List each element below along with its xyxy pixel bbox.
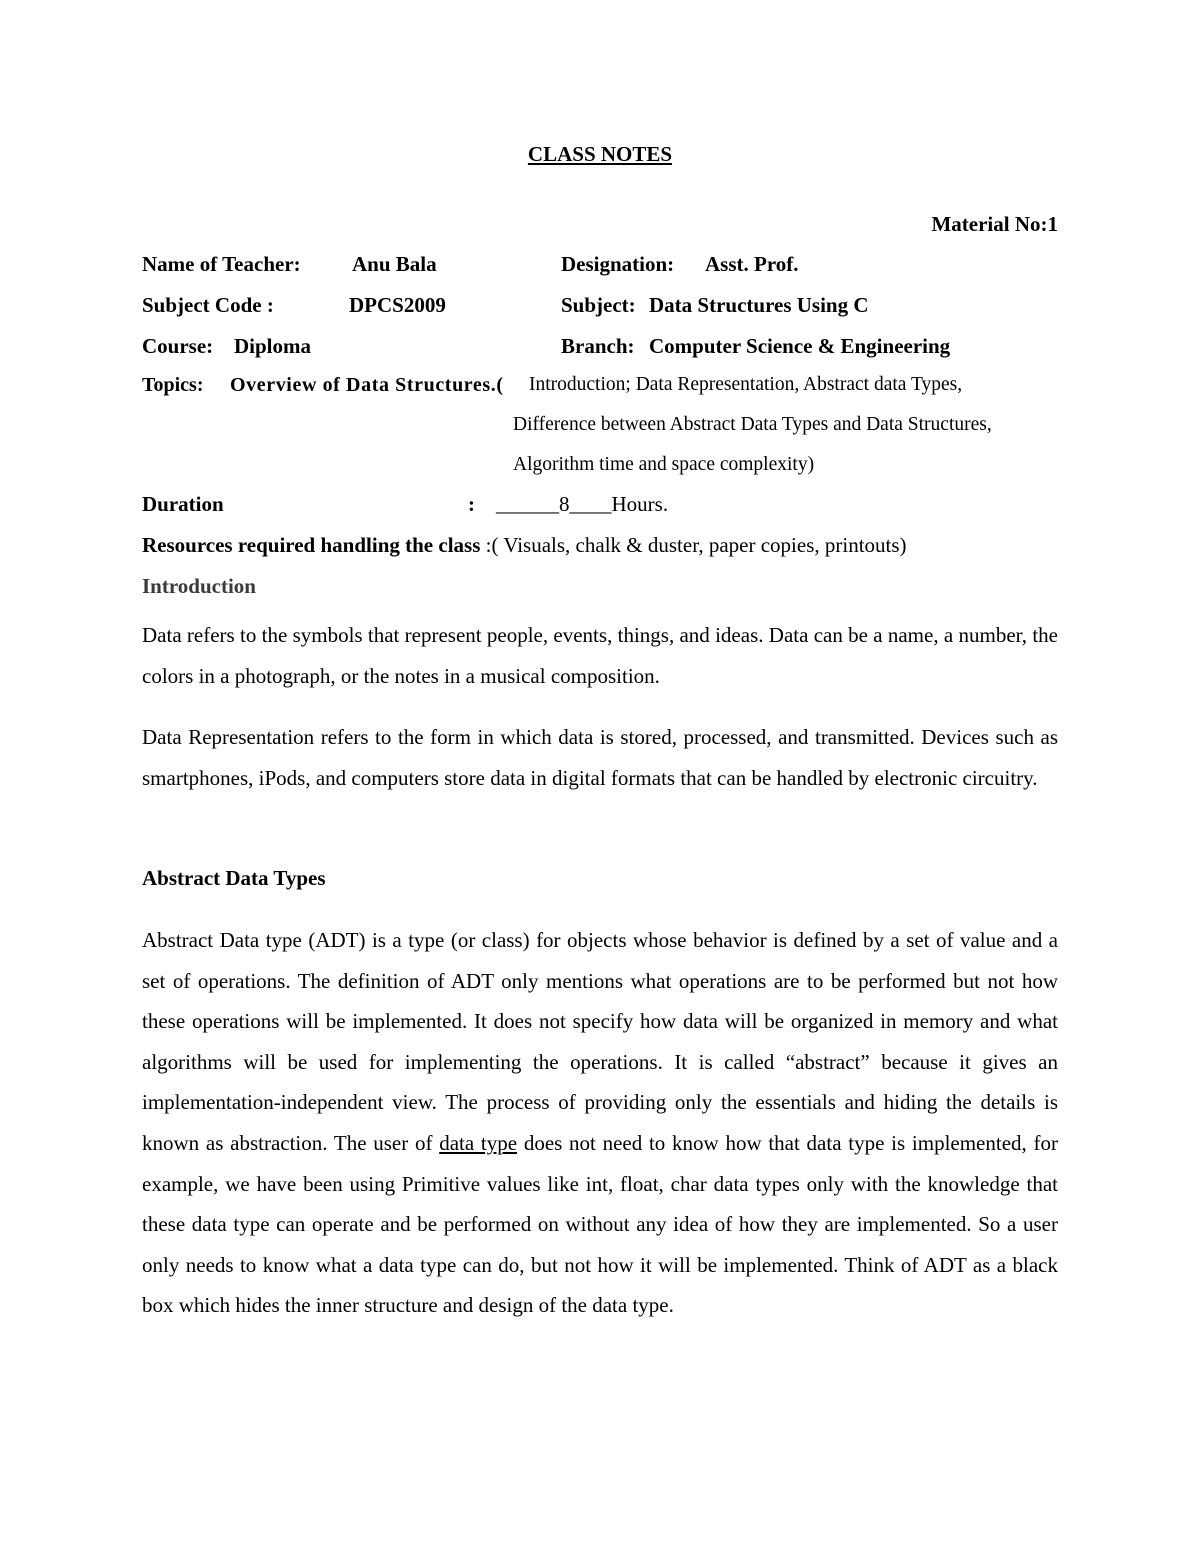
duration-colon: :: [468, 492, 475, 516]
subject-value: Data Structures Using C: [649, 293, 869, 317]
intro-paragraph-1: Data refers to the symbols that represent people, events, things, and ideas. Data can be a name, a number, the colors in a photograph, or the notes in a musical composition.: [142, 623, 1058, 688]
designation-label: Designation:: [561, 252, 675, 276]
course-label: Course:: [142, 334, 214, 358]
subject-code-label: Subject Code :: [142, 293, 274, 317]
topics-line-2: Difference between Abstract Data Types and Data Structures,: [513, 414, 992, 435]
page-title: CLASS NOTES: [527, 142, 673, 166]
material-number: Material No:1: [931, 212, 1058, 236]
topics-line-3: Algorithm time and space complexity): [513, 454, 815, 475]
branch-value: Computer Science & Engineering: [649, 334, 951, 358]
resources-value: :( Visuals, chalk & duster, paper copies, printouts): [485, 533, 907, 557]
teacher-value: Anu Bala: [352, 252, 437, 276]
resources-label: Resources required handling the class: [142, 533, 481, 557]
designation-value: Asst. Prof.: [705, 252, 799, 276]
topics-heading: Overview of Data Structures.(: [230, 374, 504, 396]
adt-text-part-2: The user of: [333, 1130, 433, 1155]
adt-text-part-1: Abstract Data type (ADT) is a type (or class) for objects whose behavior is defined by a set of value and a set of operations. The definition of ADT only mentions what operations are to be performed but not how these operations will be implemented. It does not specify how data will be organized in memory and what algorithms will be used for implementing the operations. It is called “abstract” because it gives an implementation-independent view. The process of providing only the essentials and hiding the details is known as abstraction.: [142, 928, 1058, 1155]
intro-paragraph-2: Data Representation refers to the form in which data is stored, processed, and transmitted. Devices such as smartphones, iPods, and computers store data in digital formats that can be handled by electronic circuitry.: [142, 725, 1058, 790]
subject-label: Subject:: [561, 293, 636, 317]
teacher-label: Name of Teacher:: [142, 252, 301, 276]
adt-heading: Abstract Data Types: [142, 866, 326, 890]
adt-paragraph: [142, 920, 1058, 1326]
duration-label: Duration: [142, 492, 224, 516]
resources-line: [142, 533, 907, 558]
branch-label: Branch:: [561, 334, 635, 358]
subject-code-value: DPCS2009: [349, 293, 446, 317]
adt-text-part-3: does not need to know how that data type is implemented, for example, we have been using Primitive values like int, float, char data types only with the knowledge that these data type can operate and be performed on without any idea of how they are implemented. So a user only needs to know what a data type can do, but not how it will be implemented. Think of ADT as a black box which hides the inner structure and design of the data type.: [142, 1130, 1058, 1318]
data-type-link[interactable]: data type: [439, 1130, 518, 1155]
course-value: Diploma: [234, 334, 312, 358]
introduction-heading: Introduction: [142, 574, 256, 598]
topics-line-1: Introduction; Data Representation, Abstract data Types,: [529, 374, 963, 395]
duration-value: ______8____Hours.: [496, 492, 669, 516]
topics-label: Topics:: [142, 374, 204, 396]
